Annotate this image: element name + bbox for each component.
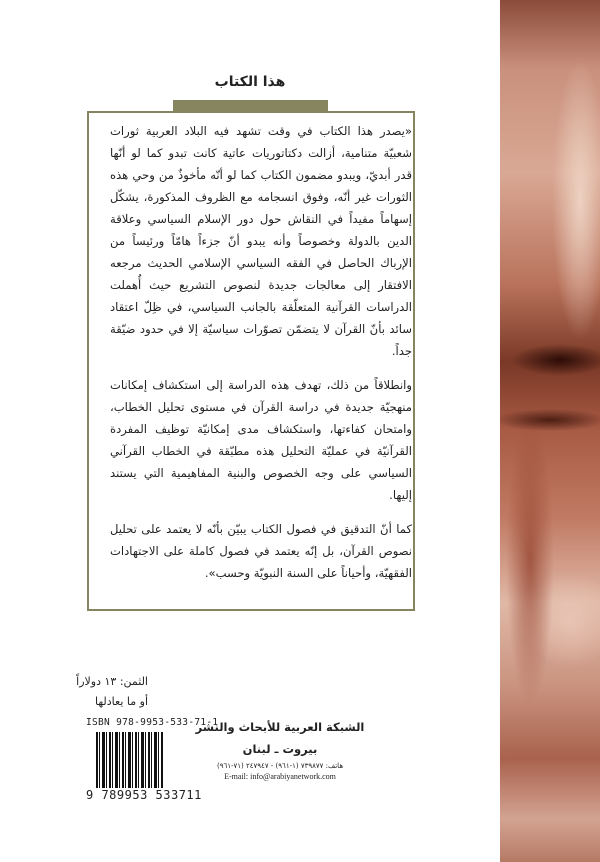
- paragraph-1: «يصدر هذا الكتاب في وقت تشهد فيه البلاد العربية ثورات شعبيّة متنامية، أزالت دكتاتوريات عاتية كانت تبدو كما لو أنّها قدر أبديّ، ويبدو مضمون الكتاب كما لو أنّه مأخوذٌ من وحي هذه الثورات غير أنّه، وفوق انسجامه مع الظروف المذكورة، يشكّل إسهاماً مفيداً في النقاش حول دور الإسلام السياسي وعلاقة الدين بالدولة وخصوصاً وأنه يبدو أنّ جزءاً هامّاً ورئيساً من الإرباك الحاصل في الفقه السياسي الإسلامي الحديث مرجعه الافتقار إلى معالجات جديدة لنصوص التشريع حيث أُهملت الدراسات القرآنية المتعلّقة بالجانب السياسي، في ظِلّ اعتقاد سائد بأنّ القرآن لا يتضمّن تصوّرات سياسيّة إلا في حدود ضيّقة جداً.: [110, 124, 412, 358]
- price-block: [8, 672, 148, 712]
- price-label: الثمن: ١٣ دولاراً: [76, 675, 148, 688]
- description-text: [110, 120, 412, 596]
- publisher-phone: هاتف: ٧٣٩٨٧٧ (١-٩٦١) - ٢٤٧٩٤٧ (٧١-٩٦١): [216, 762, 344, 770]
- cover-painting-strip: [500, 0, 600, 862]
- publisher-block: [160, 720, 400, 781]
- price-equivalent: أو ما يعادلها: [95, 695, 148, 708]
- barcode-digits: 9 789953 533711: [86, 788, 202, 802]
- isbn-label: ISBN 978-9953-533-71-1: [86, 717, 219, 728]
- publisher-city: بيروت ـ لبنان: [242, 742, 318, 756]
- publisher-name: الشبكة العربية للأبحاث والنشر: [195, 720, 365, 734]
- paragraph-2: وانطلاقاً من ذلك، تهدف هذه الدراسة إلى استكشاف إمكانات منهجيّة جديدة في دراسة القرآن في مستوى تحليل الخطاب، وامتحان كفاءتها، واستكشاف مدى إمكانيّة توظيف المفردة القرآنيّة في عمليّة التحليل هذه مطبّقة في الخطاب القرآني السياسي على وجه الخصوص والبنية المفاهيمية التي يستند إليها.: [110, 378, 412, 502]
- section-title: هذا الكتاب: [214, 74, 286, 90]
- paragraph-3: كما أنّ التدقيق في فصول الكتاب يبيّن بأنّه لا يعتمد على تحليل نصوص القرآن، بل إنّه يعتمد في فصول كاملة على الاجتهادات الفقهيّة، وأحياناً على السنة النبويّة وحسب».: [110, 522, 412, 580]
- barcode-image: [96, 732, 164, 788]
- publisher-email: E-mail: info@arabiyanetwork.com: [224, 772, 336, 781]
